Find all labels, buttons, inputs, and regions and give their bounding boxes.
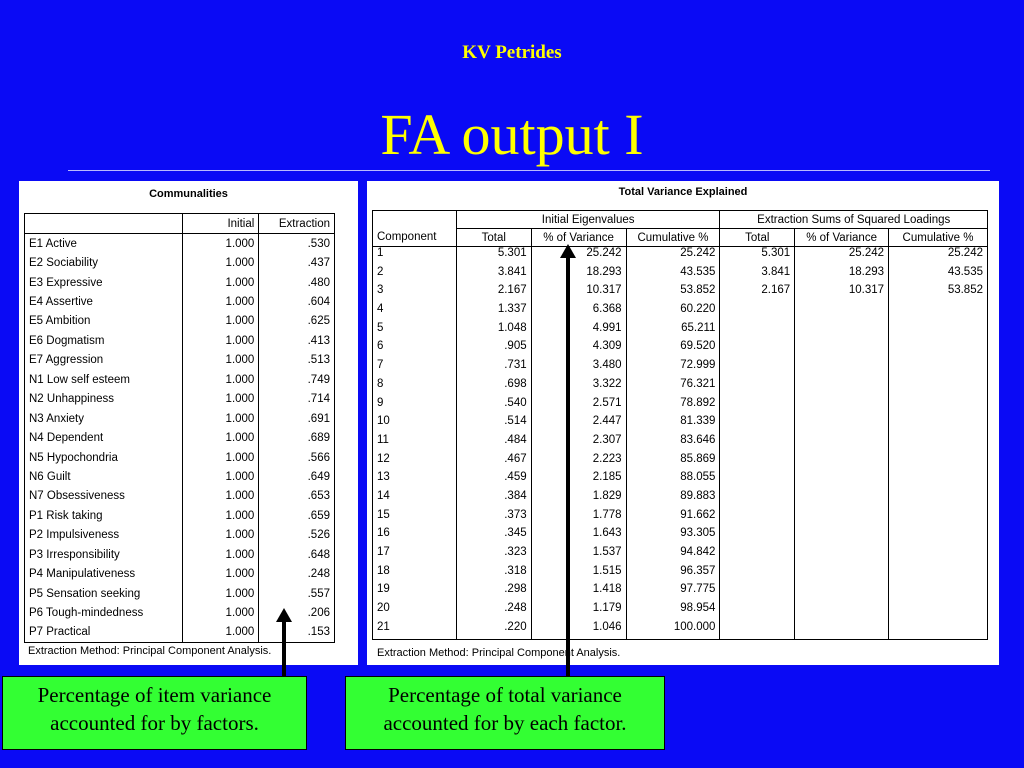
eigen-cumulative: 88.055 (626, 471, 720, 490)
extraction-loadings-header: Extraction Sums of Squared Loadings (720, 211, 988, 229)
header-ext-cumulative: Cumulative % (889, 229, 988, 247)
item-label: E2 Sociability (29, 257, 99, 270)
ext-pct-variance (795, 509, 889, 528)
eigen-pct-variance: 2.447 (531, 415, 626, 434)
item-label: E3 Expressive (29, 276, 103, 289)
initial-value: 1.000 (183, 331, 259, 350)
component-number: 7 (377, 359, 384, 372)
ext-total (720, 546, 795, 565)
ext-total (720, 453, 795, 472)
eigen-pct-variance: 18.293 (531, 266, 626, 285)
ext-cumulative: 43.535 (889, 266, 988, 285)
component-number: 1 (377, 247, 384, 259)
tve-group-header-row (373, 211, 988, 229)
initial-value: 1.000 (183, 428, 259, 447)
ext-pct-variance (795, 340, 889, 359)
initial-eigenvalues-header: Initial Eigenvalues (456, 211, 720, 229)
initial-value: 1.000 (183, 253, 259, 272)
item-variance-line-2: accounted for by factors. (50, 711, 259, 735)
header-total: Total (456, 229, 531, 247)
total-variance-line-2: accounted for by each factor. (383, 711, 627, 735)
ext-total (720, 303, 795, 322)
ext-total (720, 602, 795, 621)
ext-pct-variance (795, 322, 889, 341)
ext-total (720, 415, 795, 434)
header-label (25, 214, 183, 234)
variance-row (373, 509, 988, 528)
ext-pct-variance (795, 434, 889, 453)
component-number: 17 (377, 546, 390, 558)
eigen-cumulative: 78.892 (626, 397, 720, 416)
ext-total (720, 527, 795, 546)
variance-row (373, 266, 988, 285)
communality-row (25, 545, 335, 564)
ext-cumulative (889, 359, 988, 378)
tve-corner-cell (373, 211, 457, 229)
item-label: P7 Practical (29, 626, 91, 639)
ext-cumulative (889, 378, 988, 397)
initial-value: 1.000 (183, 526, 259, 545)
ext-pct-variance (795, 359, 889, 378)
item-label: N4 Dependent (29, 432, 104, 445)
extraction-value: .526 (259, 526, 335, 545)
eigen-total: .323 (456, 546, 531, 565)
extraction-value: .648 (259, 545, 335, 564)
item-label: N3 Anxiety (29, 412, 84, 425)
eigen-total: 1.337 (456, 303, 531, 322)
author-label: KV Petrides (462, 42, 562, 63)
ext-cumulative: 53.852 (889, 284, 988, 303)
ext-pct-variance (795, 303, 889, 322)
ext-total (720, 434, 795, 453)
item-label: E7 Aggression (29, 354, 104, 367)
component-number: 12 (377, 452, 390, 465)
initial-value: 1.000 (183, 564, 259, 583)
extraction-value: .649 (259, 467, 335, 486)
component-number: 16 (377, 527, 390, 540)
communality-row (25, 487, 335, 506)
ext-pct-variance (795, 621, 889, 640)
eigen-total: .459 (456, 471, 531, 490)
component-number: 4 (377, 303, 384, 316)
variance-row (373, 527, 988, 546)
component-number: 9 (377, 396, 384, 409)
ext-pct-variance (795, 378, 889, 397)
variance-row (373, 453, 988, 472)
eigen-pct-variance: 25.242 (531, 247, 626, 266)
variance-row (373, 284, 988, 303)
extraction-value: .480 (259, 273, 335, 292)
header-cumulative: Cumulative % (626, 229, 720, 247)
component-number: 3 (377, 284, 384, 297)
total-variance-title: Total Variance Explained (618, 186, 748, 198)
ext-cumulative (889, 303, 988, 322)
eigen-pct-variance: 1.515 (531, 565, 626, 584)
ext-cumulative (889, 565, 988, 584)
communality-row (25, 312, 335, 331)
ext-total (720, 509, 795, 528)
initial-value: 1.000 (183, 390, 259, 409)
extraction-value: .689 (259, 428, 335, 447)
component-number: 20 (377, 602, 390, 615)
communality-row (25, 564, 335, 583)
eigen-pct-variance: 1.829 (531, 490, 626, 509)
communality-row (25, 467, 335, 486)
ext-cumulative (889, 415, 988, 434)
eigen-pct-variance: 3.322 (531, 378, 626, 397)
eigen-pct-variance: 1.778 (531, 509, 626, 528)
variance-row (373, 583, 988, 602)
item-label: P3 Irresponsibility (29, 548, 120, 561)
eigen-pct-variance: 2.307 (531, 434, 626, 453)
initial-value: 1.000 (183, 273, 259, 292)
total-variance-footnote: Extraction Method: Principal Component Analysis. (377, 647, 621, 659)
ext-pct-variance (795, 397, 889, 416)
eigen-cumulative: 91.662 (626, 509, 720, 528)
eigen-total: .514 (456, 415, 531, 434)
extraction-value: .566 (259, 448, 335, 467)
eigen-pct-variance: 2.223 (531, 453, 626, 472)
component-number: 19 (377, 583, 390, 596)
initial-value: 1.000 (183, 487, 259, 506)
total-variance-panel (367, 181, 999, 665)
ext-pct-variance (795, 471, 889, 490)
communality-row (25, 506, 335, 525)
communality-row (25, 428, 335, 447)
component-number: 8 (377, 377, 384, 390)
item-label: E1 Active (29, 237, 77, 250)
ext-total (720, 340, 795, 359)
ext-pct-variance (795, 415, 889, 434)
component-number: 5 (377, 321, 384, 334)
ext-pct-variance (795, 527, 889, 546)
eigen-total: .345 (456, 527, 531, 546)
initial-value: 1.000 (183, 234, 259, 254)
ext-total (720, 397, 795, 416)
header-ext-pct-variance: % of Variance (795, 229, 889, 247)
eigen-cumulative: 43.535 (626, 266, 720, 285)
eigen-total: .905 (456, 340, 531, 359)
extraction-value: .530 (259, 234, 335, 254)
item-label: N2 Unhappiness (29, 393, 115, 406)
eigen-pct-variance: 1.537 (531, 546, 626, 565)
initial-value: 1.000 (183, 370, 259, 389)
component-number: 6 (377, 340, 384, 353)
eigen-cumulative: 85.869 (626, 453, 720, 472)
slide-title: FA output I (380, 102, 644, 167)
eigen-pct-variance: 1.418 (531, 583, 626, 602)
communality-row (25, 390, 335, 409)
item-label: E4 Assertive (29, 296, 93, 309)
ext-cumulative (889, 471, 988, 490)
extraction-value: .625 (259, 312, 335, 331)
variance-row (373, 322, 988, 341)
variance-row (373, 378, 988, 397)
eigen-pct-variance: 2.185 (531, 471, 626, 490)
extraction-value: .653 (259, 487, 335, 506)
eigen-cumulative: 81.339 (626, 415, 720, 434)
ext-cumulative (889, 602, 988, 621)
component-number: 21 (377, 620, 390, 633)
eigen-pct-variance: 4.991 (531, 322, 626, 341)
ext-cumulative (889, 509, 988, 528)
total-variance-line-1: Percentage of total variance (388, 683, 622, 707)
ext-total (720, 565, 795, 584)
ext-pct-variance: 10.317 (795, 284, 889, 303)
ext-pct-variance: 18.293 (795, 266, 889, 285)
communality-row (25, 351, 335, 370)
item-variance-callout (2, 676, 307, 750)
extraction-value: .557 (259, 584, 335, 603)
communality-row (25, 234, 335, 254)
eigen-total: .467 (456, 453, 531, 472)
eigen-pct-variance: 6.368 (531, 303, 626, 322)
header-initial: Initial (183, 214, 259, 234)
variance-row (373, 621, 988, 640)
ext-cumulative (889, 340, 988, 359)
eigen-total: 3.841 (456, 266, 531, 285)
ext-total (720, 583, 795, 602)
communalities-table (24, 213, 335, 643)
variance-row (373, 490, 988, 509)
communality-row (25, 253, 335, 272)
extraction-value: .749 (259, 370, 335, 389)
eigen-cumulative: 65.211 (626, 322, 720, 341)
ext-cumulative (889, 434, 988, 453)
variance-row (373, 247, 988, 266)
extraction-value: .206 (259, 603, 335, 622)
eigen-total: .248 (456, 602, 531, 621)
component-number: 2 (377, 265, 384, 278)
initial-value: 1.000 (183, 545, 259, 564)
item-label: P5 Sensation seeking (29, 587, 141, 600)
extraction-value: .413 (259, 331, 335, 350)
communalities-panel (19, 181, 358, 665)
eigen-total: .484 (456, 434, 531, 453)
ext-cumulative (889, 322, 988, 341)
eigen-cumulative: 96.357 (626, 565, 720, 584)
initial-value: 1.000 (183, 506, 259, 525)
eigen-total: .384 (456, 490, 531, 509)
ext-pct-variance (795, 602, 889, 621)
item-label: P1 Risk taking (29, 509, 103, 522)
initial-value: 1.000 (183, 351, 259, 370)
item-label: E5 Ambition (29, 315, 91, 328)
eigen-total: .373 (456, 509, 531, 528)
communalities-title: Communalities (149, 188, 228, 200)
ext-pct-variance (795, 583, 889, 602)
item-label: P2 Impulsiveness (29, 529, 120, 542)
communality-row (25, 273, 335, 292)
communalities-header-row (25, 214, 335, 234)
ext-cumulative (889, 397, 988, 416)
eigen-cumulative: 83.646 (626, 434, 720, 453)
eigen-pct-variance: 10.317 (531, 284, 626, 303)
variance-row (373, 471, 988, 490)
variance-row (373, 303, 988, 322)
initial-value: 1.000 (183, 312, 259, 331)
total-variance-table (372, 210, 988, 640)
arrow-to-extraction-column (272, 608, 296, 678)
communality-row (25, 370, 335, 389)
communalities-footnote: Extraction Method: Principal Component Analysis. (28, 645, 272, 657)
item-label: E6 Dogmatism (29, 334, 105, 347)
component-number: 10 (377, 415, 390, 428)
arrow-to-pct-variance-column (556, 244, 580, 676)
item-label: P6 Tough-mindedness (29, 607, 144, 620)
eigen-cumulative: 98.954 (626, 602, 720, 621)
item-label: N5 Hypochondria (29, 451, 118, 464)
initial-value: 1.000 (183, 584, 259, 603)
communality-row (25, 448, 335, 467)
component-number: 14 (377, 489, 390, 502)
item-variance-line-1: Percentage of item variance (37, 683, 272, 707)
eigen-cumulative: 97.775 (626, 583, 720, 602)
ext-total: 5.301 (720, 247, 795, 266)
ext-cumulative (889, 490, 988, 509)
component-number: 15 (377, 508, 390, 521)
eigen-cumulative: 69.520 (626, 340, 720, 359)
eigen-cumulative: 76.321 (626, 378, 720, 397)
header-component: Component (373, 229, 457, 247)
initial-value: 1.000 (183, 467, 259, 486)
header-ext-total: Total (720, 229, 795, 247)
initial-value: 1.000 (183, 603, 259, 622)
ext-total (720, 471, 795, 490)
eigen-pct-variance: 3.480 (531, 359, 626, 378)
eigen-total: .698 (456, 378, 531, 397)
eigen-total: .731 (456, 359, 531, 378)
eigen-total: 2.167 (456, 284, 531, 303)
ext-total: 3.841 (720, 266, 795, 285)
component-number: 11 (377, 433, 389, 446)
extraction-value: .691 (259, 409, 335, 428)
extraction-value: .604 (259, 292, 335, 311)
header-extraction: Extraction (259, 214, 335, 234)
ext-pct-variance (795, 490, 889, 509)
eigen-pct-variance: 1.179 (531, 602, 626, 621)
variance-row (373, 397, 988, 416)
communality-row (25, 584, 335, 603)
eigen-cumulative: 25.242 (626, 247, 720, 266)
variance-row (373, 415, 988, 434)
component-number: 18 (377, 564, 390, 577)
eigen-total: .220 (456, 621, 531, 640)
eigen-cumulative: 94.842 (626, 546, 720, 565)
ext-total: 2.167 (720, 284, 795, 303)
ext-total (720, 621, 795, 640)
ext-cumulative (889, 621, 988, 640)
item-label: N7 Obsessiveness (29, 490, 125, 503)
ext-pct-variance (795, 565, 889, 584)
ext-total (720, 359, 795, 378)
initial-value: 1.000 (183, 623, 259, 643)
eigen-cumulative: 60.220 (626, 303, 720, 322)
ext-cumulative: 25.242 (889, 247, 988, 266)
eigen-cumulative: 93.305 (626, 527, 720, 546)
communality-row (25, 331, 335, 350)
extraction-value: .513 (259, 351, 335, 370)
eigen-total: .540 (456, 397, 531, 416)
component-number: 13 (377, 471, 390, 484)
variance-row (373, 359, 988, 378)
title-divider (68, 170, 990, 171)
extraction-value: .153 (259, 623, 335, 643)
communality-row (25, 292, 335, 311)
item-label: P4 Manipulativeness (29, 568, 136, 581)
eigen-pct-variance: 2.571 (531, 397, 626, 416)
variance-row (373, 565, 988, 584)
initial-value: 1.000 (183, 292, 259, 311)
eigen-pct-variance: 1.643 (531, 527, 626, 546)
communality-row (25, 526, 335, 545)
eigen-cumulative: 89.883 (626, 490, 720, 509)
header-pct-variance: % of Variance (531, 229, 626, 247)
initial-value: 1.000 (183, 409, 259, 428)
extraction-value: .659 (259, 506, 335, 525)
extraction-value: .248 (259, 564, 335, 583)
total-variance-callout (345, 676, 665, 750)
eigen-total: 1.048 (456, 322, 531, 341)
communality-row (25, 409, 335, 428)
eigen-total: .318 (456, 565, 531, 584)
ext-pct-variance (795, 453, 889, 472)
variance-row (373, 546, 988, 565)
item-label: N6 Guilt (29, 470, 71, 483)
variance-row (373, 434, 988, 453)
eigen-pct-variance: 1.046 (531, 621, 626, 640)
eigen-pct-variance: 4.309 (531, 340, 626, 359)
eigen-cumulative: 72.999 (626, 359, 720, 378)
ext-total (720, 378, 795, 397)
eigen-total: .298 (456, 583, 531, 602)
item-label: N1 Low self esteem (29, 373, 130, 386)
ext-cumulative (889, 546, 988, 565)
ext-pct-variance: 25.242 (795, 247, 889, 266)
eigen-total: 5.301 (456, 247, 531, 266)
variance-row (373, 340, 988, 359)
ext-cumulative (889, 583, 988, 602)
extraction-value: .437 (259, 253, 335, 272)
tve-header-row (373, 229, 988, 247)
ext-cumulative (889, 453, 988, 472)
initial-value: 1.000 (183, 448, 259, 467)
extraction-value: .714 (259, 390, 335, 409)
ext-pct-variance (795, 546, 889, 565)
eigen-cumulative: 100.000 (626, 621, 720, 640)
ext-total (720, 322, 795, 341)
variance-row (373, 602, 988, 621)
ext-cumulative (889, 527, 988, 546)
eigen-cumulative: 53.852 (626, 284, 720, 303)
ext-total (720, 490, 795, 509)
